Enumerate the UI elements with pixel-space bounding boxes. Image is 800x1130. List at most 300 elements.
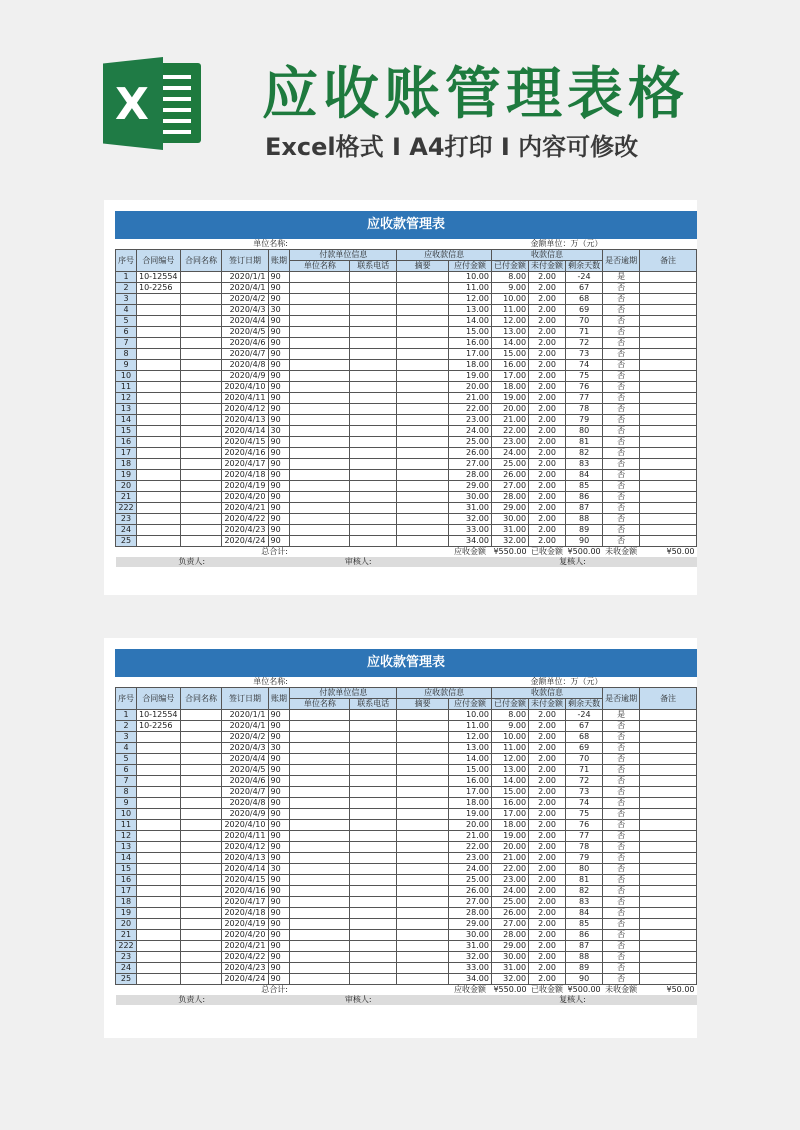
cell-payable: 11.00 xyxy=(449,283,492,294)
cell-contract-no xyxy=(137,776,181,787)
cell-payer-unit xyxy=(290,503,350,514)
cell-term: 30 xyxy=(268,743,290,754)
cell-payer-unit xyxy=(290,426,350,437)
cell-payer-phone xyxy=(350,853,397,864)
cell-remark xyxy=(640,952,697,963)
cell-contract-name xyxy=(180,820,222,831)
cell-contract-no xyxy=(137,831,181,842)
cell-days-left: 89 xyxy=(566,963,603,974)
header-payer-phone: 联系电话 xyxy=(350,261,397,272)
cell-remark xyxy=(640,272,697,283)
header-no: 序号 xyxy=(116,250,137,272)
cell-days-left: 88 xyxy=(566,514,603,525)
cell-term: 90 xyxy=(268,525,290,536)
cell-overdue: 否 xyxy=(603,776,640,787)
cell-paid: 15.00 xyxy=(491,787,528,798)
cell-sign-date: 2020/4/2 xyxy=(222,732,268,743)
cell-payer-unit xyxy=(290,338,350,349)
cell-payer-phone xyxy=(350,459,397,470)
auditor-label: 审核人: xyxy=(268,557,449,567)
cell-term: 90 xyxy=(268,721,290,732)
table-row xyxy=(116,327,697,338)
cell-remark xyxy=(640,382,697,393)
cell-no: 6 xyxy=(116,327,137,338)
cell-term: 90 xyxy=(268,448,290,459)
cell-sign-date: 2020/4/15 xyxy=(222,437,268,448)
cell-summary xyxy=(397,492,449,503)
cell-remark xyxy=(640,875,697,886)
table-row xyxy=(116,864,697,875)
cell-contract-name xyxy=(180,349,222,360)
cell-sign-date: 2020/4/16 xyxy=(222,886,268,897)
cell-unpaid: 2.00 xyxy=(529,338,566,349)
cell-term: 90 xyxy=(268,897,290,908)
cell-summary xyxy=(397,514,449,525)
cell-no: 9 xyxy=(116,798,137,809)
cell-overdue: 否 xyxy=(603,426,640,437)
cell-contract-name xyxy=(180,864,222,875)
cell-contract-no xyxy=(137,941,181,952)
cell-days-left: 73 xyxy=(566,787,603,798)
cell-no: 11 xyxy=(116,382,137,393)
cell-no: 3 xyxy=(116,732,137,743)
cell-overdue: 否 xyxy=(603,853,640,864)
cell-payer-unit xyxy=(290,864,350,875)
cell-overdue: 否 xyxy=(603,721,640,732)
cell-remark xyxy=(640,360,697,371)
cell-overdue: 否 xyxy=(603,536,640,547)
cell-overdue: 否 xyxy=(603,919,640,930)
cell-overdue: 否 xyxy=(603,470,640,481)
cell-no: 17 xyxy=(116,886,137,897)
cell-paid: 31.00 xyxy=(491,525,528,536)
cell-payer-unit xyxy=(290,776,350,787)
cell-unpaid: 2.00 xyxy=(529,283,566,294)
cell-contract-no xyxy=(137,853,181,864)
table-row xyxy=(116,963,697,974)
cell-payable: 18.00 xyxy=(449,360,492,371)
table-row xyxy=(116,536,697,547)
header-sign-date: 签订日期 xyxy=(222,250,268,272)
cell-overdue: 否 xyxy=(603,349,640,360)
cell-contract-no xyxy=(137,415,181,426)
cell-payable: 14.00 xyxy=(449,316,492,327)
cell-no: 15 xyxy=(116,864,137,875)
cell-overdue: 否 xyxy=(603,886,640,897)
cell-payer-unit xyxy=(290,459,350,470)
table-row xyxy=(116,908,697,919)
cell-sign-date: 2020/4/11 xyxy=(222,393,268,404)
cell-remark xyxy=(640,963,697,974)
cell-paid: 8.00 xyxy=(491,272,528,283)
cell-term: 90 xyxy=(268,820,290,831)
table-row xyxy=(116,776,697,787)
banner-subtitle: Excel格式 I A4打印 I 内容可修改 xyxy=(265,133,639,161)
cell-contract-no xyxy=(137,820,181,831)
cell-payer-unit xyxy=(290,525,350,536)
cell-days-left: 78 xyxy=(566,842,603,853)
cell-payer-unit xyxy=(290,470,350,481)
cell-unpaid: 2.00 xyxy=(529,875,566,886)
cell-paid: 32.00 xyxy=(491,974,528,985)
cell-overdue: 否 xyxy=(603,941,640,952)
cell-paid: 30.00 xyxy=(491,952,528,963)
cell-paid: 23.00 xyxy=(491,437,528,448)
cell-payer-phone xyxy=(350,305,397,316)
cell-payable: 20.00 xyxy=(449,820,492,831)
cell-term: 90 xyxy=(268,415,290,426)
cell-term: 90 xyxy=(268,853,290,864)
cell-payer-unit xyxy=(290,941,350,952)
table-row xyxy=(116,732,697,743)
cell-payer-unit xyxy=(290,294,350,305)
cell-contract-name xyxy=(180,470,222,481)
table-row xyxy=(116,941,697,952)
cell-contract-no xyxy=(137,875,181,886)
reviewer-label: 复核人: xyxy=(449,995,697,1005)
receivable-amount-label: 应收金额 xyxy=(453,547,486,556)
cell-contract-name xyxy=(180,710,222,721)
cell-contract-name xyxy=(180,831,222,842)
cell-summary xyxy=(397,360,449,371)
cell-sign-date: 2020/4/8 xyxy=(222,360,268,371)
cell-payer-unit xyxy=(290,437,350,448)
cell-payable: 23.00 xyxy=(449,415,492,426)
cell-overdue: 否 xyxy=(603,974,640,985)
cell-unpaid: 2.00 xyxy=(529,952,566,963)
cell-contract-no xyxy=(137,437,181,448)
header-payer-group: 付款单位信息 xyxy=(290,250,397,261)
table-row xyxy=(116,426,697,437)
cell-unpaid: 2.00 xyxy=(529,525,566,536)
cell-days-left: 69 xyxy=(566,743,603,754)
cell-sign-date: 2020/4/3 xyxy=(222,743,268,754)
cell-sign-date: 2020/4/19 xyxy=(222,481,268,492)
cell-summary xyxy=(397,525,449,536)
cell-payer-unit xyxy=(290,930,350,941)
cell-no: 19 xyxy=(116,470,137,481)
cell-days-left: 87 xyxy=(566,503,603,514)
cell-no: 3 xyxy=(116,294,137,305)
cell-days-left: 69 xyxy=(566,305,603,316)
cell-payable: 34.00 xyxy=(449,974,492,985)
amount-unit-label: 金额单位：万（元） xyxy=(530,239,603,248)
cell-sign-date: 2020/4/17 xyxy=(222,459,268,470)
cell-payer-phone xyxy=(350,525,397,536)
cell-overdue: 否 xyxy=(603,305,640,316)
table-row xyxy=(116,974,697,985)
cell-summary xyxy=(397,897,449,908)
cell-no: 7 xyxy=(116,776,137,787)
cell-unpaid: 2.00 xyxy=(529,908,566,919)
cell-payable: 33.00 xyxy=(449,525,492,536)
cell-contract-no xyxy=(137,448,181,459)
cell-payer-phone xyxy=(350,404,397,415)
cell-summary xyxy=(397,919,449,930)
unit-name-value xyxy=(290,677,529,688)
cell-no: 23 xyxy=(116,514,137,525)
table-row xyxy=(116,754,697,765)
cell-payable: 24.00 xyxy=(449,864,492,875)
cell-days-left: 80 xyxy=(566,864,603,875)
cell-remark xyxy=(640,710,697,721)
cell-term: 90 xyxy=(268,754,290,765)
cell-payer-unit xyxy=(290,886,350,897)
cell-payable: 21.00 xyxy=(449,393,492,404)
cell-payer-unit xyxy=(290,820,350,831)
cell-remark xyxy=(640,470,697,481)
header-unpaid: 未付金额 xyxy=(529,261,566,272)
cell-sign-date: 2020/4/22 xyxy=(222,952,268,963)
cell-contract-name xyxy=(180,908,222,919)
cell-term: 90 xyxy=(268,886,290,897)
cell-days-left: 71 xyxy=(566,327,603,338)
unit-name-label: 单位名称: xyxy=(253,239,288,248)
header-remark: 备注 xyxy=(640,688,697,710)
cell-remark xyxy=(640,754,697,765)
cell-payer-unit xyxy=(290,393,350,404)
cell-payer-unit xyxy=(290,743,350,754)
cell-no: 16 xyxy=(116,875,137,886)
cell-term: 90 xyxy=(268,360,290,371)
cell-contract-name xyxy=(180,930,222,941)
cell-no: 23 xyxy=(116,952,137,963)
cell-unpaid: 2.00 xyxy=(529,382,566,393)
table-row xyxy=(116,437,697,448)
receivable-amount-label: 应收金额 xyxy=(453,985,486,994)
cell-sign-date: 2020/4/11 xyxy=(222,831,268,842)
cell-overdue: 否 xyxy=(603,831,640,842)
received-amount-label: 已收金额 xyxy=(531,985,564,994)
cell-payer-phone xyxy=(350,776,397,787)
cell-remark xyxy=(640,732,697,743)
cell-overdue: 否 xyxy=(603,897,640,908)
cell-payable: 10.00 xyxy=(449,272,492,283)
cell-paid: 11.00 xyxy=(491,743,528,754)
cell-payable: 30.00 xyxy=(449,930,492,941)
cell-days-left: 74 xyxy=(566,360,603,371)
cell-remark xyxy=(640,294,697,305)
cell-sign-date: 2020/4/12 xyxy=(222,404,268,415)
cell-remark xyxy=(640,974,697,985)
cell-no: 14 xyxy=(116,415,137,426)
cell-contract-name xyxy=(180,765,222,776)
cell-paid: 19.00 xyxy=(491,393,528,404)
cell-overdue: 否 xyxy=(603,809,640,820)
cell-paid: 10.00 xyxy=(491,732,528,743)
cell-unpaid: 2.00 xyxy=(529,371,566,382)
cell-contract-name xyxy=(180,875,222,886)
cell-unpaid: 2.00 xyxy=(529,536,566,547)
header-term: 账期 xyxy=(268,688,290,710)
cell-paid: 17.00 xyxy=(491,809,528,820)
cell-term: 90 xyxy=(268,831,290,842)
cell-remark xyxy=(640,426,697,437)
table-row xyxy=(116,316,697,327)
cell-no: 222 xyxy=(116,941,137,952)
cell-paid: 25.00 xyxy=(491,459,528,470)
cell-payable: 29.00 xyxy=(449,919,492,930)
cell-contract-name xyxy=(180,415,222,426)
cell-no: 19 xyxy=(116,908,137,919)
cell-payer-phone xyxy=(350,952,397,963)
cell-payer-phone xyxy=(350,963,397,974)
cell-payable: 33.00 xyxy=(449,963,492,974)
table-row xyxy=(116,393,697,404)
cell-remark xyxy=(640,404,697,415)
cell-remark xyxy=(640,316,697,327)
cell-payer-unit xyxy=(290,974,350,985)
cell-sign-date: 2020/4/7 xyxy=(222,787,268,798)
cell-payer-phone xyxy=(350,426,397,437)
uncollected-amount-value: ¥50.00 xyxy=(666,547,695,556)
cell-payer-unit xyxy=(290,316,350,327)
cell-sign-date: 2020/4/21 xyxy=(222,941,268,952)
cell-paid: 13.00 xyxy=(491,765,528,776)
cell-payable: 15.00 xyxy=(449,327,492,338)
cell-no: 12 xyxy=(116,393,137,404)
cell-payer-unit xyxy=(290,360,350,371)
cell-sign-date: 2020/4/4 xyxy=(222,316,268,327)
cell-sign-date: 2020/4/1 xyxy=(222,721,268,732)
cell-contract-name xyxy=(180,492,222,503)
cell-overdue: 否 xyxy=(603,393,640,404)
cell-contract-no xyxy=(137,897,181,908)
header-payer-group: 付款单位信息 xyxy=(290,688,397,699)
cell-remark xyxy=(640,415,697,426)
cell-days-left: 81 xyxy=(566,875,603,886)
table-row xyxy=(116,404,697,415)
cell-term: 90 xyxy=(268,349,290,360)
cell-sign-date: 2020/4/18 xyxy=(222,470,268,481)
cell-paid: 26.00 xyxy=(491,470,528,481)
cell-payable: 22.00 xyxy=(449,842,492,853)
cell-no: 2 xyxy=(116,721,137,732)
cell-paid: 12.00 xyxy=(491,316,528,327)
cell-overdue: 否 xyxy=(603,360,640,371)
cell-contract-name xyxy=(180,974,222,985)
cell-paid: 23.00 xyxy=(491,875,528,886)
cell-contract-name xyxy=(180,283,222,294)
cell-remark xyxy=(640,820,697,831)
cell-payable: 12.00 xyxy=(449,732,492,743)
cell-remark xyxy=(640,721,697,732)
cell-sign-date: 2020/4/14 xyxy=(222,426,268,437)
cell-paid: 16.00 xyxy=(491,360,528,371)
cell-term: 90 xyxy=(268,536,290,547)
cell-term: 90 xyxy=(268,963,290,974)
cell-no: 8 xyxy=(116,787,137,798)
cell-overdue: 否 xyxy=(603,963,640,974)
cell-payable: 23.00 xyxy=(449,853,492,864)
cell-term: 90 xyxy=(268,787,290,798)
cell-overdue: 否 xyxy=(603,492,640,503)
cell-payer-unit xyxy=(290,415,350,426)
cell-no: 18 xyxy=(116,897,137,908)
cell-contract-name xyxy=(180,754,222,765)
cell-contract-no xyxy=(137,732,181,743)
cell-unpaid: 2.00 xyxy=(529,798,566,809)
cell-payer-unit xyxy=(290,283,350,294)
banner-title: 应收账管理表格 xyxy=(262,62,689,127)
cell-contract-name xyxy=(180,360,222,371)
cell-payer-phone xyxy=(350,316,397,327)
cell-unpaid: 2.00 xyxy=(529,974,566,985)
cell-payer-phone xyxy=(350,908,397,919)
table-row xyxy=(116,338,697,349)
cell-payer-phone xyxy=(350,536,397,547)
cell-days-left: 79 xyxy=(566,853,603,864)
cell-days-left: 71 xyxy=(566,765,603,776)
cell-paid: 18.00 xyxy=(491,820,528,831)
cell-sign-date: 2020/4/18 xyxy=(222,908,268,919)
cell-payable: 19.00 xyxy=(449,809,492,820)
cell-contract-no xyxy=(137,404,181,415)
table-row xyxy=(116,272,697,283)
cell-remark xyxy=(640,897,697,908)
table-row xyxy=(116,710,697,721)
sheet-preview-1 xyxy=(104,200,697,595)
cell-payer-unit xyxy=(290,765,350,776)
cell-summary xyxy=(397,963,449,974)
cell-contract-no xyxy=(137,492,181,503)
cell-days-left: 88 xyxy=(566,952,603,963)
received-amount-label: 已收金额 xyxy=(531,547,564,556)
cell-term: 90 xyxy=(268,908,290,919)
cell-payable: 28.00 xyxy=(449,908,492,919)
cell-payer-phone xyxy=(350,754,397,765)
cell-term: 90 xyxy=(268,272,290,283)
cell-contract-no xyxy=(137,305,181,316)
header-payer-unit: 单位名称 xyxy=(290,699,350,710)
cell-unpaid: 2.00 xyxy=(529,765,566,776)
cell-remark xyxy=(640,743,697,754)
cell-contract-no xyxy=(137,360,181,371)
cell-unpaid: 2.00 xyxy=(529,305,566,316)
cell-payable: 11.00 xyxy=(449,721,492,732)
cell-no: 20 xyxy=(116,919,137,930)
cell-payable: 22.00 xyxy=(449,404,492,415)
cell-no: 20 xyxy=(116,481,137,492)
header-contract-no: 合同编号 xyxy=(137,688,181,710)
cell-unpaid: 2.00 xyxy=(529,415,566,426)
receivable-amount-value: ¥550.00 xyxy=(493,547,527,556)
cell-paid: 29.00 xyxy=(491,941,528,952)
cell-paid: 25.00 xyxy=(491,897,528,908)
cell-payer-phone xyxy=(350,864,397,875)
cell-payer-unit xyxy=(290,963,350,974)
cell-sign-date: 2020/4/2 xyxy=(222,294,268,305)
cell-payer-phone xyxy=(350,393,397,404)
cell-unpaid: 2.00 xyxy=(529,437,566,448)
header-remark: 备注 xyxy=(640,250,697,272)
cell-contract-no xyxy=(137,798,181,809)
cell-no: 5 xyxy=(116,754,137,765)
cell-payer-phone xyxy=(350,481,397,492)
cell-overdue: 否 xyxy=(603,952,640,963)
cell-overdue: 否 xyxy=(603,908,640,919)
cell-remark xyxy=(640,798,697,809)
cell-contract-name xyxy=(180,536,222,547)
cell-overdue: 否 xyxy=(603,787,640,798)
cell-paid: 28.00 xyxy=(491,492,528,503)
cell-remark xyxy=(640,776,697,787)
cell-unpaid: 2.00 xyxy=(529,459,566,470)
cell-contract-name xyxy=(180,798,222,809)
cell-overdue: 是 xyxy=(603,272,640,283)
cell-overdue: 否 xyxy=(603,338,640,349)
cell-payable: 20.00 xyxy=(449,382,492,393)
